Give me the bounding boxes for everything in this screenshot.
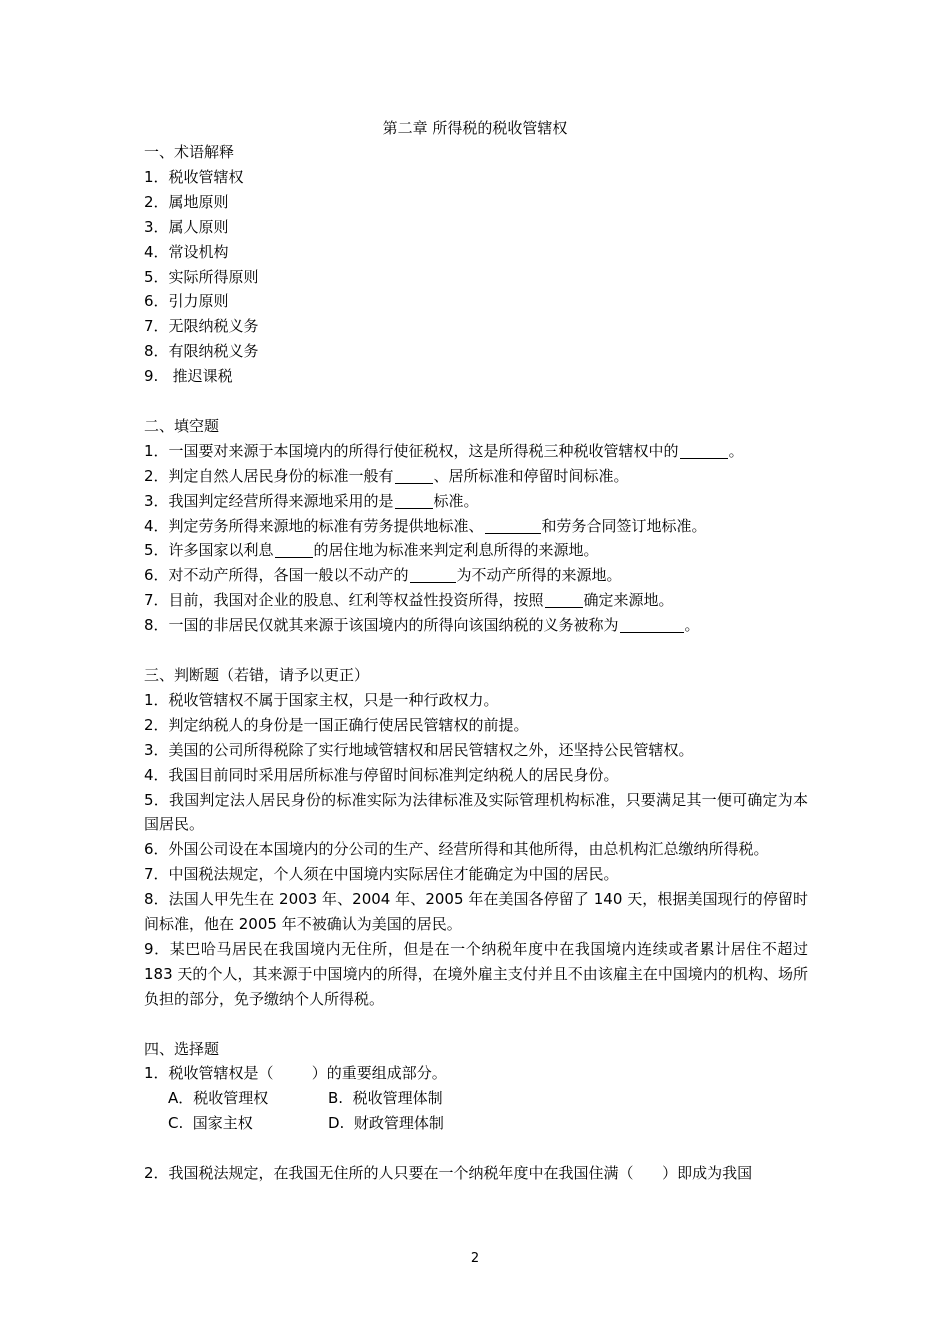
section1-heading: 一、术语解释 [144, 143, 235, 161]
term-item: 3．属人原则 [144, 217, 229, 236]
question-text: 、居所标准和停留时间标准。 [433, 466, 629, 485]
true-false-item: 2．判定纳税人的身份是一国正确行使居民管辖权的前提。 [144, 715, 529, 734]
answer-blank [620, 616, 684, 633]
term-item: 6．引力原则 [144, 292, 229, 311]
fill-blank-item [144, 538, 808, 563]
answer-blank [485, 517, 541, 534]
question-text: 5．许多国家以利息 [144, 541, 274, 560]
question-text: 6．对不动产所得，各国一般以不动产的 [144, 566, 409, 585]
section2-heading: 二、填空题 [144, 416, 220, 435]
fill-blank-item [144, 588, 808, 613]
fill-blank-item [144, 514, 808, 539]
question-text: 为不动产所得的来源地。 [456, 566, 622, 585]
term-item: 4．常设机构 [144, 242, 229, 261]
true-false-item: 9．某巴哈马居民在我国境内无住所，但是在一个纳税年度中在我国境内连续或者累计居住不超过 183 天的个人，其来源于中国境内的所得，在境外雇主支付并且不由该雇主在中国境内的机构、场所负担的部分，免予缴纳个人所得税。 [144, 939, 808, 1008]
fill-blank-item [144, 613, 808, 638]
true-false-item: 5．我国判定法人居民身份的标准实际为法律标准及实际管理机构标准，只要满足其一便可确定为本国居民。 [144, 790, 808, 834]
term-item: 8．有限纳税义务 [144, 342, 259, 361]
question-text: 。 [684, 616, 700, 635]
section3-heading: 三、判断题（若错，请予以更正） [144, 666, 370, 684]
choice-question-stem: 1．税收管辖权是（ ）的重要组成部分。 [144, 1064, 447, 1083]
term-item: 7．无限纳税义务 [144, 317, 259, 336]
question-text: 8．一国的非居民仅就其来源于该国境内的所得向该国纳税的义务被称为 [144, 616, 619, 635]
true-false-item: 8．法国人甲先生在 2003 年、2004 年、2005 年在美国各停留了 140 天，根据美国现行的停留时间标准，他在 2005 年不被确认为美国的居民。 [144, 890, 808, 934]
choice-option-d: D. 财政管理体制 [328, 1114, 444, 1133]
fill-blank-item [144, 439, 808, 464]
fill-blank-item [144, 489, 808, 514]
choice-option-a: A．税收管理权 [168, 1089, 269, 1108]
question-text: 7．目前，我国对企业的股息、红利等权益性投资所得，按照 [144, 591, 544, 610]
section4-heading: 四、选择题 [144, 1039, 220, 1058]
question-text: 。 [728, 441, 744, 460]
answer-blank [410, 566, 456, 583]
answer-blank [395, 467, 433, 484]
question-text: 和劳务合同签订地标准。 [541, 516, 707, 535]
term-item: 9. 推迟课税 [144, 367, 233, 386]
question-text: 3．我国判定经营所得来源地采用的是 [144, 491, 394, 510]
question-text: 的居住地为标准来判定利息所得的来源地。 [313, 541, 599, 560]
true-false-item: 4．我国目前同时采用居所标准与停留时间标准判定纳税人的居民身份。 [144, 765, 619, 784]
true-false-item: 6．外国公司设在本国境内的分公司的生产、经营所得和其他所得，由总机构汇总缴纳所得税。 [144, 840, 769, 859]
fill-blank-item [144, 464, 808, 489]
answer-blank [680, 442, 728, 459]
answer-blank [545, 591, 583, 608]
fill-blank-item [144, 563, 808, 588]
true-false-item: 3．美国的公司所得税除了实行地域管辖权和居民管辖权之外，还坚持公民管辖权。 [144, 740, 694, 759]
question-text: 标准。 [433, 491, 479, 510]
term-item: 5．实际所得原则 [144, 267, 259, 286]
answer-blank [395, 492, 433, 509]
question-text: 4．判定劳务所得来源地的标准有劳务提供地标准、 [144, 516, 484, 535]
choice-options-row [144, 1086, 808, 1111]
spacer [144, 389, 808, 414]
document-body [144, 140, 808, 1186]
question-text: 1．一国要对来源于本国境内的所得行使征税权，这是所得税三种税收管辖权中的 [144, 441, 679, 460]
answer-blank [275, 541, 313, 558]
question-text: 确定来源地。 [583, 591, 674, 610]
true-false-item: 7．中国税法规定，个人须在中国境内实际居住才能确定为中国的居民。 [144, 865, 619, 884]
term-item: 2．属地原则 [144, 192, 229, 211]
choice-option-c: C. 国家主权 [168, 1114, 253, 1133]
chapter-title: 第二章 所得税的税收管辖权 [382, 119, 568, 137]
spacer [144, 1136, 808, 1161]
spacer [144, 1012, 808, 1037]
term-item: 1．税收管辖权 [144, 167, 244, 186]
spacer [144, 638, 808, 663]
choice-options-row [144, 1111, 808, 1136]
choice-option-b: B. 税收管理体制 [328, 1089, 443, 1108]
true-false-item: 1．税收管辖权不属于国家主权，只是一种行政权力。 [144, 690, 499, 709]
question-text: 2．判定自然人居民身份的标准一般有 [144, 466, 394, 485]
page-number: 2 [470, 1251, 480, 1266]
choice-question-stem: 2．我国税法规定，在我国无住所的人只要在一个纳税年度中在我国住满（ ）即成为我国 [144, 1164, 753, 1183]
